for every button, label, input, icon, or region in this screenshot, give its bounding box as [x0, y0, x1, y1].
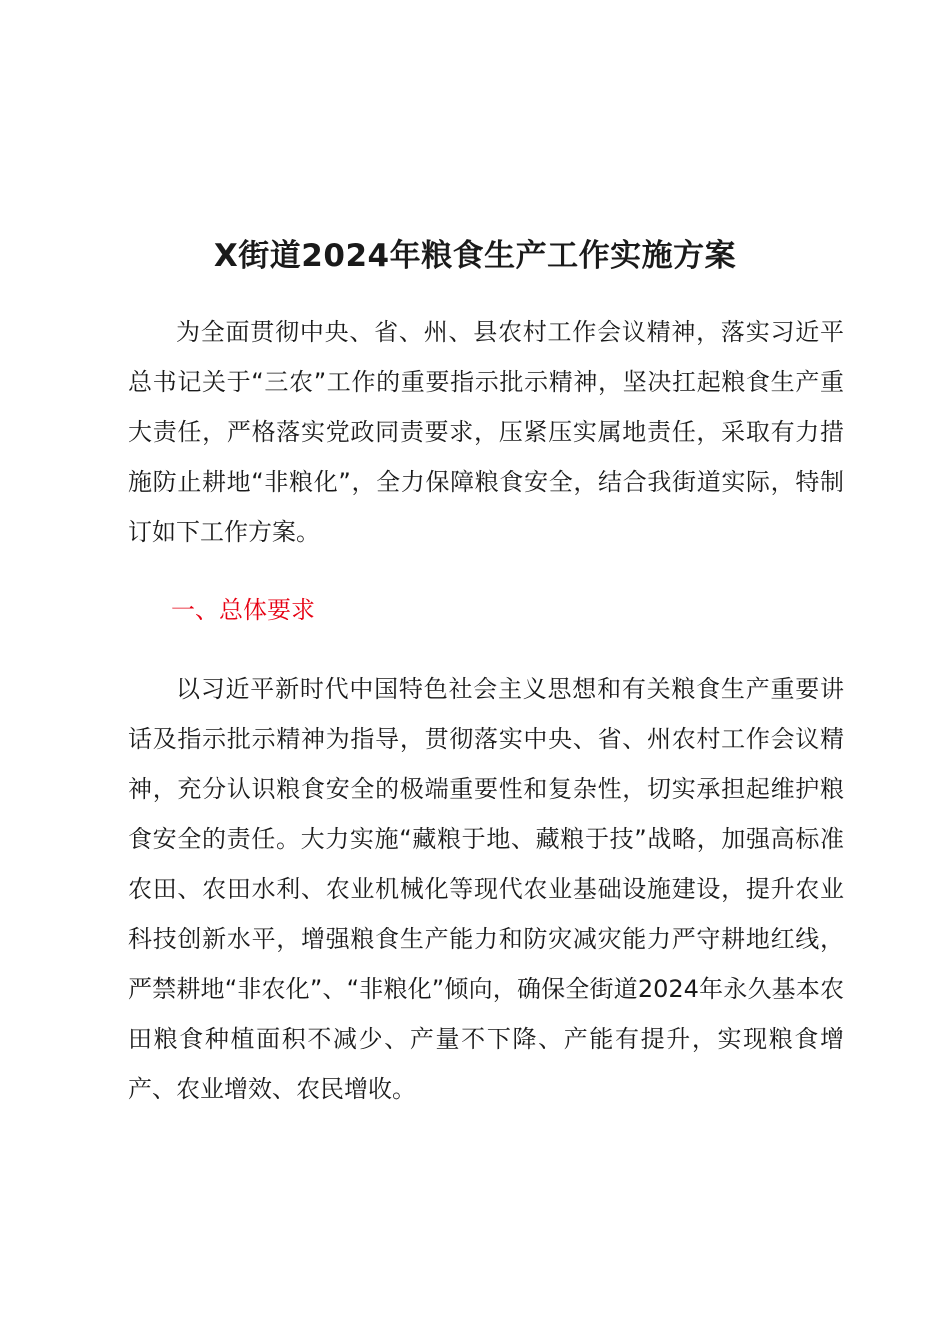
section-paragraph-general-requirements: 以习近平新时代中国特色社会主义思想和有关粮食生产重要讲话及指示批示精神为指导，贯彻落实中央、省、州农村工作会议精神，充分认识粮食安全的极端重要性和复杂性，切实承担起维护粮食安全的责任。大力实施“藏粮于地、藏粮于技”战略，加强高标准农田、农田水利、农业机械化等现代农业基础设施建设，提升农业科技创新水平，增强粮食生产能力和防灾减灾能力严守耕地红线，严禁耕地“非农化”、“非粮化”倾向，确保全街道2024年永久基本农田粮食种植面积不减少、产量不下降、产能有提升，实现粮食增产、农业增效、农民增收。: [128, 675, 844, 1103]
document-title: X街道2024年粮食生产工作实施方案: [213, 238, 737, 274]
intro-paragraph: 为全面贯彻中央、省、州、县农村工作会议精神，落实习近平总书记关于“三农”工作的重要指示批示精神，坚决扛起粮食生产重大责任，严格落实党政同责要求，压紧压实属地责任，采取有力措施防止耕地“非粮化”，全力保障粮食安全，结合我街道实际，特制订如下工作方案。: [128, 318, 844, 546]
section-heading-general-requirements: 一、总体要求: [171, 596, 315, 624]
